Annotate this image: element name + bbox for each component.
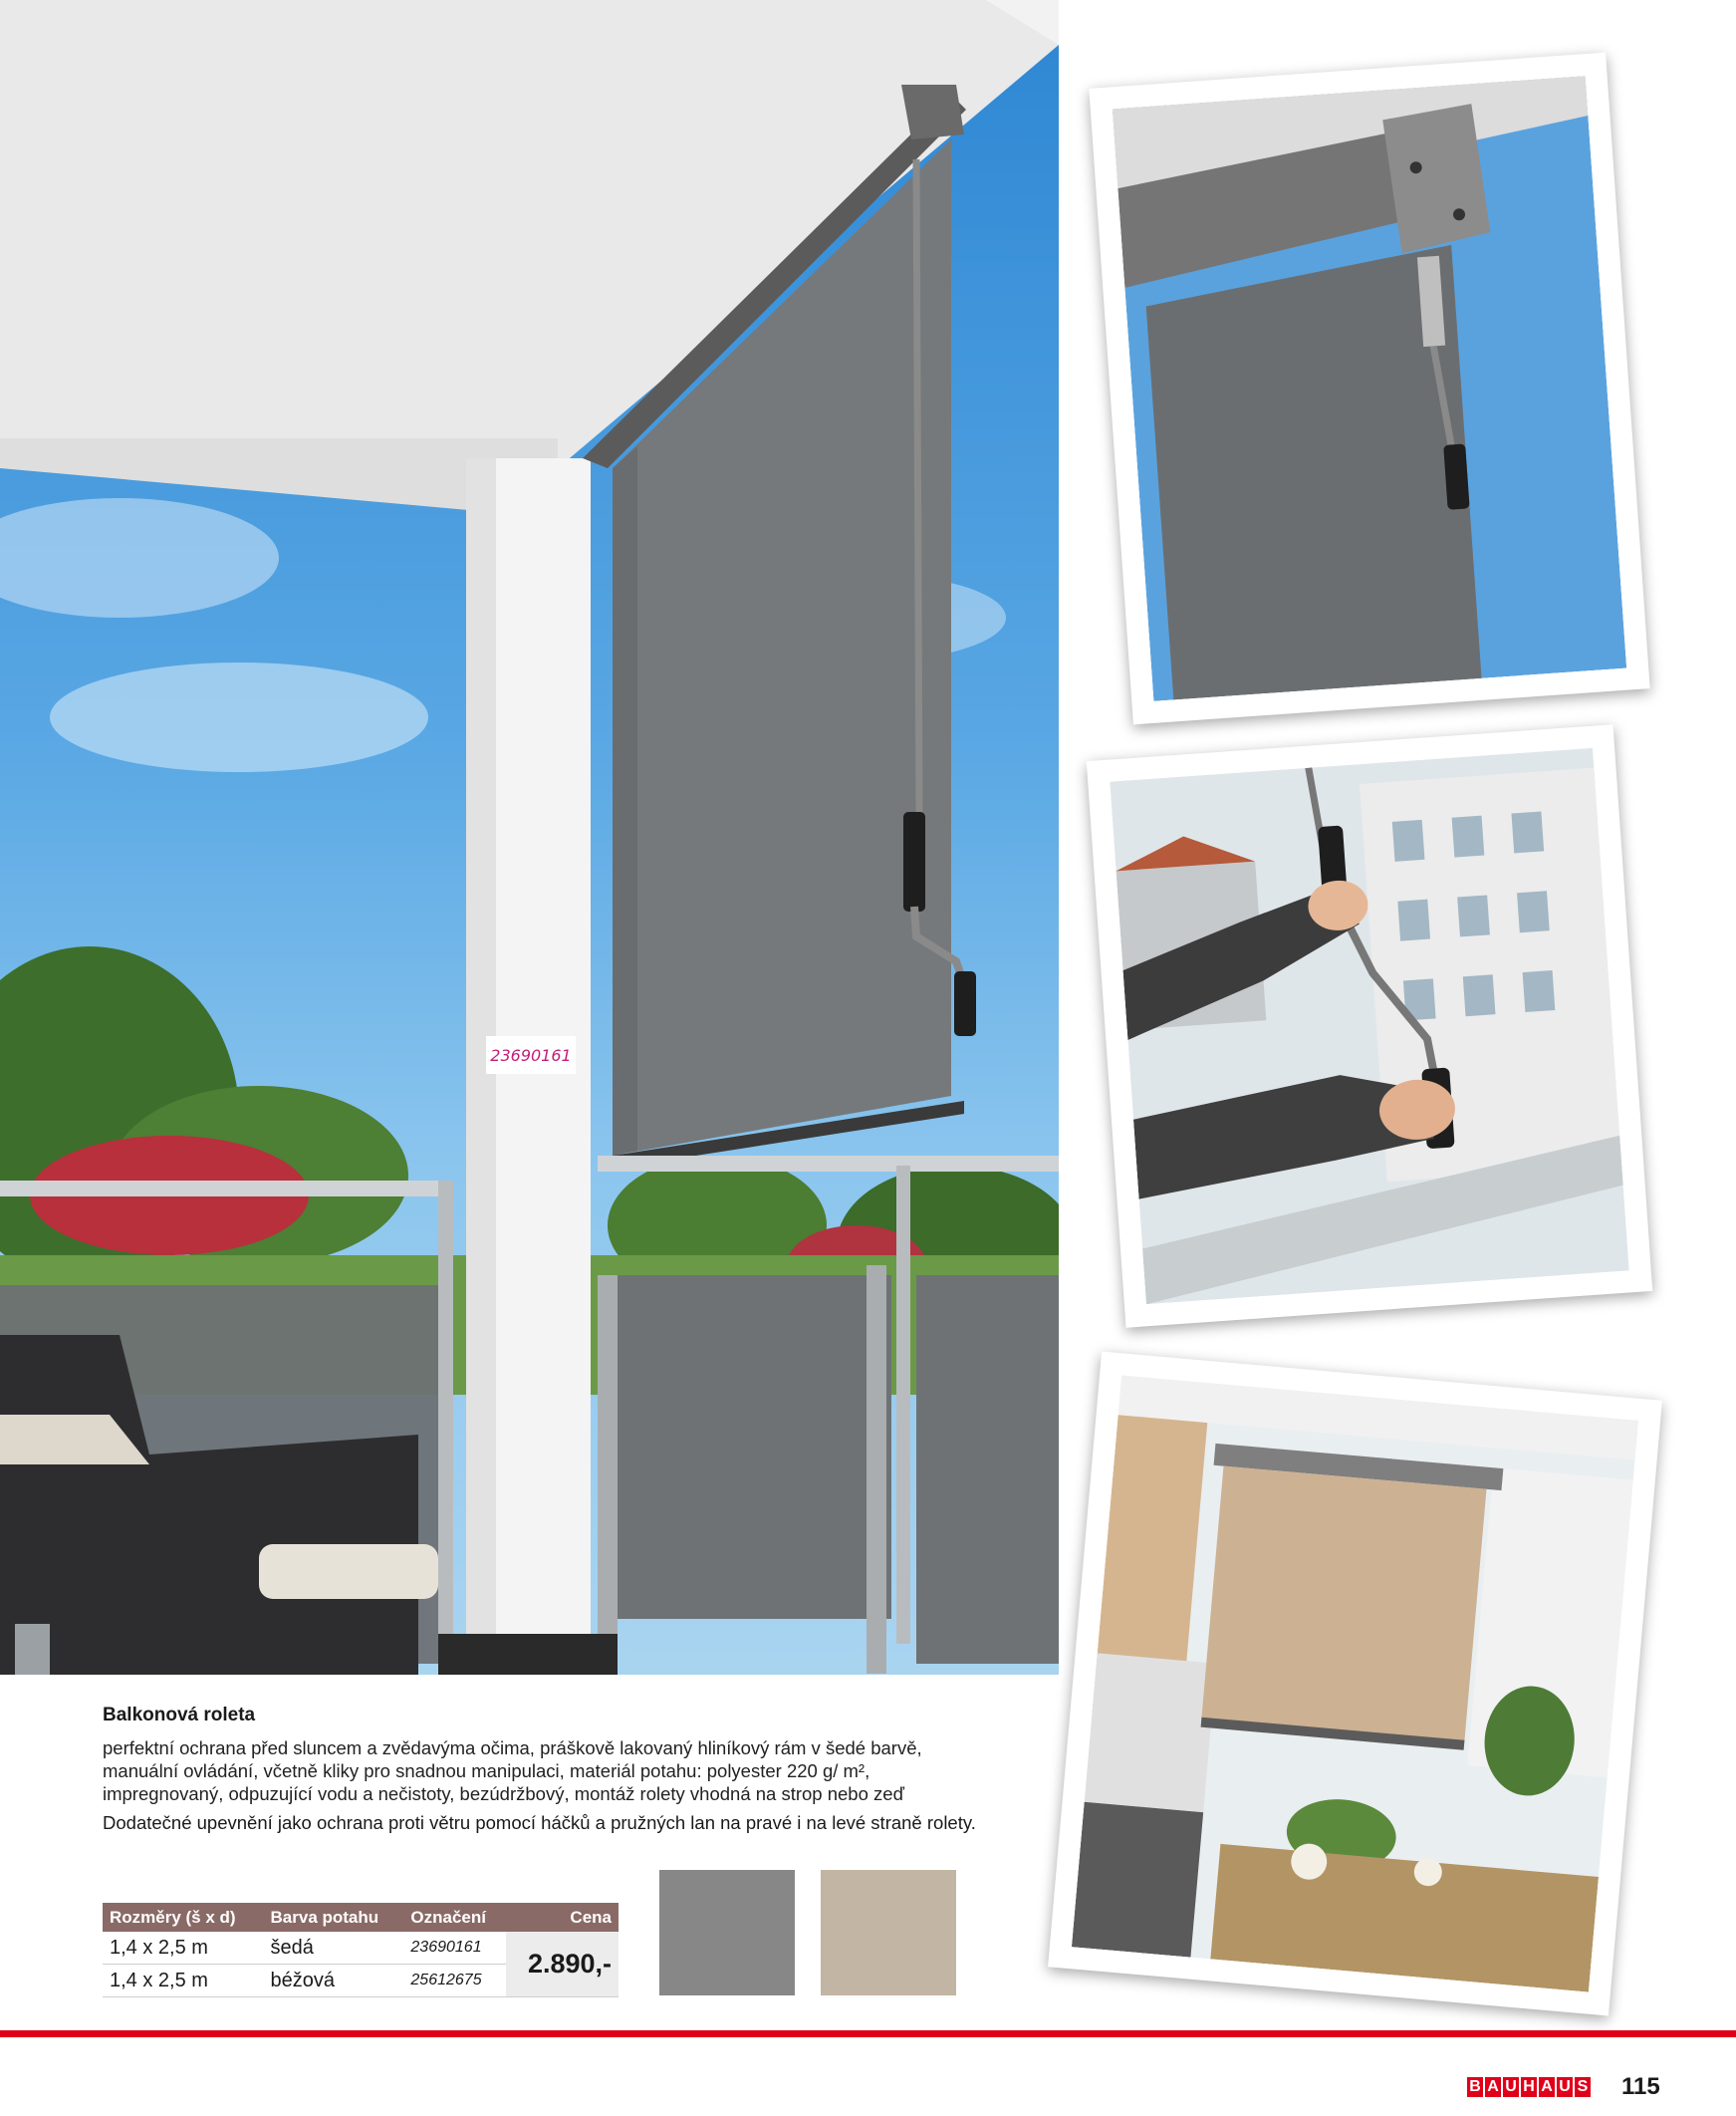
header-fabric-color: Barva potahu bbox=[264, 1903, 404, 1932]
table-row bbox=[103, 1932, 619, 1965]
hero-photo bbox=[0, 0, 1059, 1675]
footer-divider bbox=[0, 2030, 1736, 2037]
logo-letter: U bbox=[1557, 2077, 1573, 2097]
table-header-row bbox=[103, 1903, 619, 1932]
logo-letter: B bbox=[1467, 2077, 1483, 2097]
description-line: manuální ovládání, včetně kliky pro snadnou manipulaci, materiál potahu: polyester 220 g/ m², bbox=[103, 1760, 870, 1781]
cell-size: 1,4 x 2,5 m bbox=[103, 1932, 264, 1965]
cell-color: béžová bbox=[264, 1965, 404, 1997]
swatch-grey bbox=[659, 1870, 795, 1995]
header-code: Označení bbox=[403, 1903, 506, 1932]
logo-letter: U bbox=[1503, 2077, 1519, 2097]
sku-tag: 23690161 bbox=[486, 1036, 576, 1074]
description-line: impregnovaný, odpuzující vodu a nečistoty, bezúdržbový, montáž rolety vhodná na strop nebo zeď bbox=[103, 1783, 904, 1804]
product-description bbox=[103, 1736, 1059, 1805]
photo-crank-operation bbox=[1087, 724, 1652, 1328]
logo-letter: A bbox=[1539, 2077, 1555, 2097]
swatch-beige bbox=[821, 1870, 956, 1995]
description-line: perfektní ochrana před sluncem a zvědavýma očima, práškově lakovaný hliníkový rám v šedé barvě, bbox=[103, 1737, 922, 1758]
cell-price: 2.890,- bbox=[506, 1932, 619, 1997]
photo-beige-blind bbox=[1048, 1352, 1662, 2016]
bauhaus-logo bbox=[1467, 2077, 1593, 2097]
spec-table bbox=[103, 1903, 619, 1997]
header-dimensions: Rozměry (š x d) bbox=[103, 1903, 264, 1932]
photo-cassette-detail bbox=[1089, 53, 1649, 725]
cassette-detail-image bbox=[1113, 76, 1626, 701]
logo-letter: S bbox=[1575, 2077, 1591, 2097]
logo-letter: H bbox=[1521, 2077, 1537, 2097]
product-title: Balkonová roleta bbox=[103, 1705, 256, 1725]
cell-code: 23690161 bbox=[403, 1932, 506, 1965]
cell-size: 1,4 x 2,5 m bbox=[103, 1965, 264, 1997]
logo-letter: A bbox=[1485, 2077, 1501, 2097]
crank-operation-image bbox=[1110, 748, 1629, 1305]
cell-color: šedá bbox=[264, 1932, 404, 1965]
product-description-block bbox=[103, 1705, 1059, 1834]
balcony-blind-illustration bbox=[0, 0, 1059, 1675]
page-number: 115 bbox=[1621, 2073, 1660, 2100]
product-extra-note: Dodatečné upevnění jako ochrana proti větru pomocí háčků a pružných lan na pravé i na levé straně rolety. bbox=[103, 1812, 976, 1833]
beige-blind-image bbox=[1072, 1375, 1638, 1991]
header-price: Cena bbox=[506, 1903, 619, 1932]
cell-code: 25612675 bbox=[403, 1965, 506, 1997]
